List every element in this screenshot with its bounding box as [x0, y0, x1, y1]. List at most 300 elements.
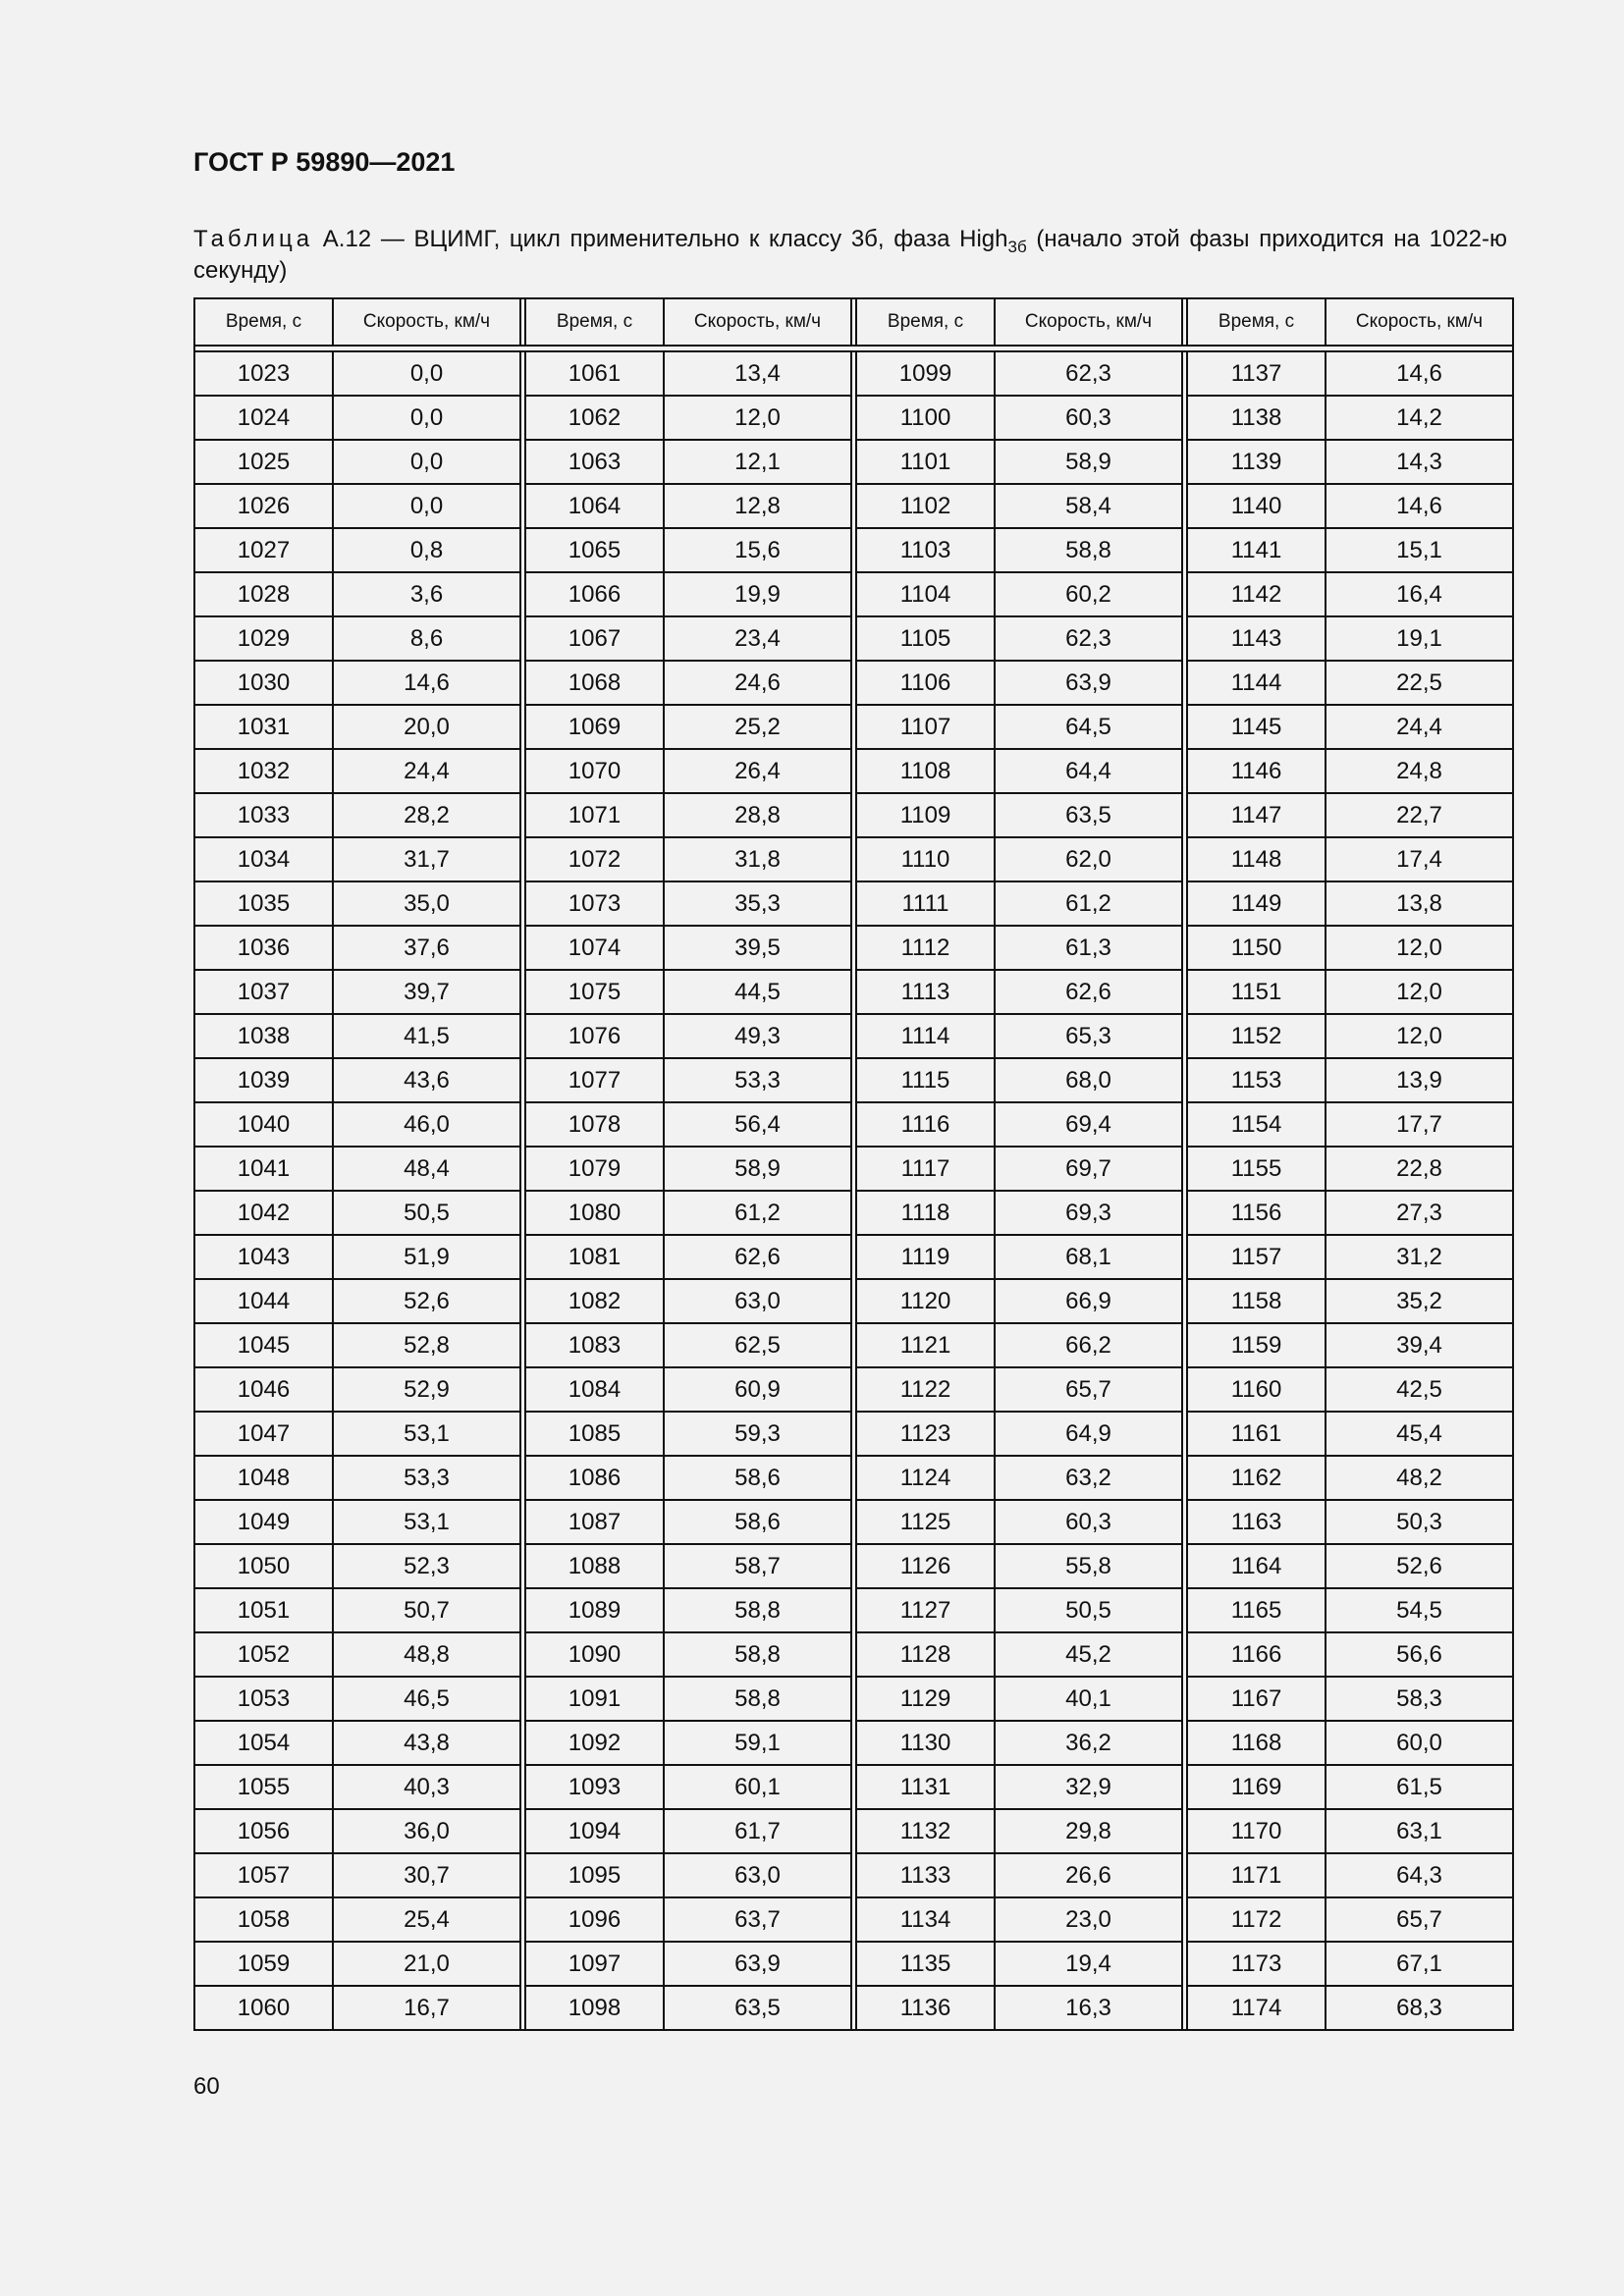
speed-cell: 56,4 — [664, 1102, 851, 1147]
speed-cell: 17,7 — [1326, 1102, 1513, 1147]
time-cell: 1117 — [856, 1147, 995, 1191]
time-cell: 1027 — [194, 528, 333, 572]
speed-cell: 55,8 — [995, 1544, 1182, 1588]
header-time: Время, с — [525, 298, 664, 346]
speed-cell: 12,0 — [1326, 970, 1513, 1014]
speed-cell: 61,3 — [995, 926, 1182, 970]
time-cell: 1171 — [1187, 1853, 1326, 1897]
speed-cell: 0,0 — [333, 396, 520, 440]
time-cell: 1055 — [194, 1765, 333, 1809]
time-cell: 1046 — [194, 1367, 333, 1412]
speed-cell: 13,9 — [1326, 1058, 1513, 1102]
time-cell: 1174 — [1187, 1986, 1326, 2030]
time-cell: 1102 — [856, 484, 995, 528]
time-cell: 1096 — [525, 1897, 664, 1942]
speed-cell: 45,2 — [995, 1632, 1182, 1677]
time-cell: 1072 — [525, 837, 664, 881]
speed-cell: 58,6 — [664, 1456, 851, 1500]
time-cell: 1106 — [856, 661, 995, 705]
time-cell: 1053 — [194, 1677, 333, 1721]
speed-cell: 12,0 — [1326, 1014, 1513, 1058]
speed-cell: 12,1 — [664, 440, 851, 484]
time-cell: 1070 — [525, 749, 664, 793]
speed-cell: 58,9 — [664, 1147, 851, 1191]
time-cell: 1035 — [194, 881, 333, 926]
speed-cell: 65,3 — [995, 1014, 1182, 1058]
time-cell: 1167 — [1187, 1677, 1326, 1721]
time-cell: 1153 — [1187, 1058, 1326, 1102]
speed-cell: 58,7 — [664, 1544, 851, 1588]
caption-label: Таблица — [193, 226, 314, 252]
speed-cell: 31,2 — [1326, 1235, 1513, 1279]
speed-cell: 64,5 — [995, 705, 1182, 749]
speed-cell: 13,8 — [1326, 881, 1513, 926]
speed-cell: 50,3 — [1326, 1500, 1513, 1544]
table-row — [194, 351, 1513, 396]
speed-cell: 68,1 — [995, 1235, 1182, 1279]
speed-cell: 48,8 — [333, 1632, 520, 1677]
speed-cell: 58,3 — [1326, 1677, 1513, 1721]
speed-cell: 67,1 — [1326, 1942, 1513, 1986]
speed-cell: 43,8 — [333, 1721, 520, 1765]
speed-cell: 52,8 — [333, 1323, 520, 1367]
table-row — [194, 1500, 1513, 1544]
speed-cell: 68,0 — [995, 1058, 1182, 1102]
speed-cell: 69,3 — [995, 1191, 1182, 1235]
speed-cell: 65,7 — [1326, 1897, 1513, 1942]
speed-cell: 64,4 — [995, 749, 1182, 793]
header-time: Время, с — [1187, 298, 1326, 346]
table-row — [194, 1721, 1513, 1765]
speed-cell: 65,7 — [995, 1367, 1182, 1412]
time-cell: 1116 — [856, 1102, 995, 1147]
speed-cell: 19,4 — [995, 1942, 1182, 1986]
time-cell: 1069 — [525, 705, 664, 749]
time-cell: 1149 — [1187, 881, 1326, 926]
speed-cell: 58,8 — [664, 1588, 851, 1632]
speed-cell: 59,3 — [664, 1412, 851, 1456]
speed-table — [193, 297, 1514, 2031]
time-cell: 1157 — [1187, 1235, 1326, 1279]
time-cell: 1048 — [194, 1456, 333, 1500]
speed-cell: 36,0 — [333, 1809, 520, 1853]
time-cell: 1142 — [1187, 572, 1326, 616]
time-cell: 1120 — [856, 1279, 995, 1323]
time-cell: 1034 — [194, 837, 333, 881]
speed-cell: 14,2 — [1326, 396, 1513, 440]
time-cell: 1091 — [525, 1677, 664, 1721]
speed-cell: 14,6 — [1326, 484, 1513, 528]
speed-cell: 24,4 — [1326, 705, 1513, 749]
speed-cell: 16,7 — [333, 1986, 520, 2030]
speed-cell: 24,8 — [1326, 749, 1513, 793]
speed-cell: 17,4 — [1326, 837, 1513, 881]
time-cell: 1111 — [856, 881, 995, 926]
time-cell: 1061 — [525, 351, 664, 396]
time-cell: 1135 — [856, 1942, 995, 1986]
table-row — [194, 1102, 1513, 1147]
speed-cell: 8,6 — [333, 616, 520, 661]
page-number: 60 — [193, 2073, 220, 2100]
time-cell: 1064 — [525, 484, 664, 528]
header-speed: Скорость, км/ч — [664, 298, 851, 346]
speed-cell: 58,9 — [995, 440, 1182, 484]
time-cell: 1085 — [525, 1412, 664, 1456]
time-cell: 1115 — [856, 1058, 995, 1102]
speed-cell: 31,7 — [333, 837, 520, 881]
time-cell: 1141 — [1187, 528, 1326, 572]
time-cell: 1059 — [194, 1942, 333, 1986]
time-cell: 1079 — [525, 1147, 664, 1191]
time-cell: 1036 — [194, 926, 333, 970]
table-row — [194, 484, 1513, 528]
time-cell: 1145 — [1187, 705, 1326, 749]
table-row — [194, 881, 1513, 926]
table-row — [194, 1897, 1513, 1942]
time-cell: 1062 — [525, 396, 664, 440]
speed-cell: 36,2 — [995, 1721, 1182, 1765]
time-cell: 1131 — [856, 1765, 995, 1809]
speed-cell: 45,4 — [1326, 1412, 1513, 1456]
time-cell: 1128 — [856, 1632, 995, 1677]
time-cell: 1163 — [1187, 1500, 1326, 1544]
speed-cell: 58,8 — [995, 528, 1182, 572]
speed-cell: 63,9 — [995, 661, 1182, 705]
time-cell: 1127 — [856, 1588, 995, 1632]
speed-cell: 19,1 — [1326, 616, 1513, 661]
time-cell: 1083 — [525, 1323, 664, 1367]
table-row — [194, 1544, 1513, 1588]
time-cell: 1173 — [1187, 1942, 1326, 1986]
time-cell: 1081 — [525, 1235, 664, 1279]
speed-cell: 63,0 — [664, 1853, 851, 1897]
time-cell: 1150 — [1187, 926, 1326, 970]
speed-cell: 15,1 — [1326, 528, 1513, 572]
time-cell: 1104 — [856, 572, 995, 616]
time-cell: 1110 — [856, 837, 995, 881]
time-cell: 1075 — [525, 970, 664, 1014]
speed-cell: 48,2 — [1326, 1456, 1513, 1500]
header-speed: Скорость, км/ч — [995, 298, 1182, 346]
table-row — [194, 1986, 1513, 2030]
table-row — [194, 1412, 1513, 1456]
speed-cell: 19,9 — [664, 572, 851, 616]
speed-cell: 39,4 — [1326, 1323, 1513, 1367]
caption-text: А.12 — ВЦИМГ, цикл применительно к классу 3б, фаза High — [313, 226, 1008, 252]
time-cell: 1133 — [856, 1853, 995, 1897]
table-row — [194, 1279, 1513, 1323]
speed-cell: 31,8 — [664, 837, 851, 881]
time-cell: 1066 — [525, 572, 664, 616]
time-cell: 1156 — [1187, 1191, 1326, 1235]
time-cell: 1058 — [194, 1897, 333, 1942]
caption-subscript: 3б — [1007, 238, 1027, 256]
time-cell: 1050 — [194, 1544, 333, 1588]
speed-cell: 42,5 — [1326, 1367, 1513, 1412]
time-cell: 1124 — [856, 1456, 995, 1500]
speed-cell: 16,3 — [995, 1986, 1182, 2030]
table-row — [194, 926, 1513, 970]
time-cell: 1054 — [194, 1721, 333, 1765]
time-cell: 1123 — [856, 1412, 995, 1456]
speed-cell: 63,7 — [664, 1897, 851, 1942]
speed-cell: 25,2 — [664, 705, 851, 749]
table-body — [194, 346, 1513, 2030]
time-cell: 1098 — [525, 1986, 664, 2030]
speed-cell: 58,8 — [664, 1632, 851, 1677]
caption-text-end: (начало этой фазы приходится на 1022-ю секунду) — [193, 226, 1508, 284]
time-cell: 1147 — [1187, 793, 1326, 837]
table-row — [194, 1632, 1513, 1677]
speed-cell: 62,6 — [664, 1235, 851, 1279]
speed-cell: 69,7 — [995, 1147, 1182, 1191]
time-cell: 1043 — [194, 1235, 333, 1279]
time-cell: 1097 — [525, 1942, 664, 1986]
table-row — [194, 1235, 1513, 1279]
speed-cell: 49,3 — [664, 1014, 851, 1058]
time-cell: 1161 — [1187, 1412, 1326, 1456]
time-cell: 1094 — [525, 1809, 664, 1853]
table-row — [194, 1014, 1513, 1058]
speed-cell: 44,5 — [664, 970, 851, 1014]
time-cell: 1026 — [194, 484, 333, 528]
speed-cell: 62,0 — [995, 837, 1182, 881]
speed-cell: 39,7 — [333, 970, 520, 1014]
table-row — [194, 1942, 1513, 1986]
table-row — [194, 970, 1513, 1014]
time-cell: 1160 — [1187, 1367, 1326, 1412]
time-cell: 1100 — [856, 396, 995, 440]
time-cell: 1112 — [856, 926, 995, 970]
header-speed: Скорость, км/ч — [1326, 298, 1513, 346]
speed-cell: 61,2 — [664, 1191, 851, 1235]
time-cell: 1057 — [194, 1853, 333, 1897]
time-cell: 1032 — [194, 749, 333, 793]
time-cell: 1099 — [856, 351, 995, 396]
speed-cell: 0,0 — [333, 440, 520, 484]
speed-cell: 63,5 — [995, 793, 1182, 837]
speed-cell: 50,5 — [333, 1191, 520, 1235]
table-row — [194, 616, 1513, 661]
time-cell: 1088 — [525, 1544, 664, 1588]
speed-cell: 12,0 — [1326, 926, 1513, 970]
table-row — [194, 749, 1513, 793]
time-cell: 1118 — [856, 1191, 995, 1235]
time-cell: 1084 — [525, 1367, 664, 1412]
speed-cell: 62,5 — [664, 1323, 851, 1367]
time-cell: 1144 — [1187, 661, 1326, 705]
table-row — [194, 440, 1513, 484]
speed-cell: 39,5 — [664, 926, 851, 970]
time-cell: 1039 — [194, 1058, 333, 1102]
speed-cell: 0,8 — [333, 528, 520, 572]
time-cell: 1082 — [525, 1279, 664, 1323]
speed-cell: 62,6 — [995, 970, 1182, 1014]
speed-cell: 20,0 — [333, 705, 520, 749]
document-id: ГОСТ Р 59890—2021 — [193, 147, 456, 177]
speed-cell: 27,3 — [1326, 1191, 1513, 1235]
time-cell: 1113 — [856, 970, 995, 1014]
table-row — [194, 1588, 1513, 1632]
speed-cell: 61,7 — [664, 1809, 851, 1853]
speed-cell: 35,0 — [333, 881, 520, 926]
table-row — [194, 396, 1513, 440]
speed-cell: 0,0 — [333, 351, 520, 396]
time-cell: 1164 — [1187, 1544, 1326, 1588]
speed-cell: 59,1 — [664, 1721, 851, 1765]
time-cell: 1028 — [194, 572, 333, 616]
time-cell: 1029 — [194, 616, 333, 661]
time-cell: 1158 — [1187, 1279, 1326, 1323]
table-caption — [193, 224, 1507, 287]
time-cell: 1139 — [1187, 440, 1326, 484]
time-cell: 1170 — [1187, 1809, 1326, 1853]
time-cell: 1168 — [1187, 1721, 1326, 1765]
time-cell: 1134 — [856, 1897, 995, 1942]
time-cell: 1030 — [194, 661, 333, 705]
speed-cell: 14,6 — [333, 661, 520, 705]
speed-cell: 68,3 — [1326, 1986, 1513, 2030]
time-cell: 1077 — [525, 1058, 664, 1102]
speed-cell: 60,1 — [664, 1765, 851, 1809]
time-cell: 1071 — [525, 793, 664, 837]
time-cell: 1101 — [856, 440, 995, 484]
speed-cell: 69,4 — [995, 1102, 1182, 1147]
speed-cell: 41,5 — [333, 1014, 520, 1058]
speed-cell: 14,3 — [1326, 440, 1513, 484]
speed-cell: 23,4 — [664, 616, 851, 661]
speed-cell: 52,3 — [333, 1544, 520, 1588]
speed-cell: 51,9 — [333, 1235, 520, 1279]
speed-cell: 52,6 — [1326, 1544, 1513, 1588]
time-cell: 1074 — [525, 926, 664, 970]
time-cell: 1056 — [194, 1809, 333, 1853]
table-row — [194, 661, 1513, 705]
speed-cell: 62,3 — [995, 351, 1182, 396]
speed-cell: 30,7 — [333, 1853, 520, 1897]
speed-cell: 13,4 — [664, 351, 851, 396]
speed-cell: 63,2 — [995, 1456, 1182, 1500]
time-cell: 1037 — [194, 970, 333, 1014]
table-row — [194, 1147, 1513, 1191]
speed-cell: 54,5 — [1326, 1588, 1513, 1632]
time-cell: 1042 — [194, 1191, 333, 1235]
speed-cell: 58,8 — [664, 1677, 851, 1721]
time-cell: 1136 — [856, 1986, 995, 2030]
table-row — [194, 572, 1513, 616]
time-cell: 1138 — [1187, 396, 1326, 440]
time-cell: 1122 — [856, 1367, 995, 1412]
header-time: Время, с — [194, 298, 333, 346]
speed-cell: 43,6 — [333, 1058, 520, 1102]
speed-cell: 56,6 — [1326, 1632, 1513, 1677]
table-row — [194, 1677, 1513, 1721]
time-cell: 1151 — [1187, 970, 1326, 1014]
speed-cell: 22,5 — [1326, 661, 1513, 705]
speed-cell: 3,6 — [333, 572, 520, 616]
time-cell: 1166 — [1187, 1632, 1326, 1677]
time-cell: 1148 — [1187, 837, 1326, 881]
speed-cell: 60,2 — [995, 572, 1182, 616]
time-cell: 1038 — [194, 1014, 333, 1058]
time-cell: 1152 — [1187, 1014, 1326, 1058]
speed-cell: 63,1 — [1326, 1809, 1513, 1853]
speed-cell: 62,3 — [995, 616, 1182, 661]
time-cell: 1154 — [1187, 1102, 1326, 1147]
speed-cell: 40,1 — [995, 1677, 1182, 1721]
time-cell: 1049 — [194, 1500, 333, 1544]
speed-cell: 22,8 — [1326, 1147, 1513, 1191]
speed-cell: 50,5 — [995, 1588, 1182, 1632]
speed-cell: 26,4 — [664, 749, 851, 793]
time-cell: 1045 — [194, 1323, 333, 1367]
speed-cell: 52,6 — [333, 1279, 520, 1323]
speed-cell: 25,4 — [333, 1897, 520, 1942]
speed-cell: 66,2 — [995, 1323, 1182, 1367]
speed-cell: 60,3 — [995, 1500, 1182, 1544]
time-cell: 1095 — [525, 1853, 664, 1897]
table-row — [194, 1853, 1513, 1897]
speed-cell: 61,5 — [1326, 1765, 1513, 1809]
time-cell: 1065 — [525, 528, 664, 572]
header-row — [194, 298, 1513, 346]
time-cell: 1107 — [856, 705, 995, 749]
table-row — [194, 1323, 1513, 1367]
speed-cell: 35,2 — [1326, 1279, 1513, 1323]
speed-cell: 61,2 — [995, 881, 1182, 926]
table-row — [194, 837, 1513, 881]
speed-cell: 66,9 — [995, 1279, 1182, 1323]
speed-cell: 53,1 — [333, 1500, 520, 1544]
speed-cell: 60,9 — [664, 1367, 851, 1412]
time-cell: 1052 — [194, 1632, 333, 1677]
time-cell: 1155 — [1187, 1147, 1326, 1191]
time-cell: 1165 — [1187, 1588, 1326, 1632]
speed-cell: 58,6 — [664, 1500, 851, 1544]
time-cell: 1093 — [525, 1765, 664, 1809]
speed-cell: 53,3 — [333, 1456, 520, 1500]
time-cell: 1143 — [1187, 616, 1326, 661]
time-cell: 1114 — [856, 1014, 995, 1058]
speed-cell: 24,6 — [664, 661, 851, 705]
table-row — [194, 1367, 1513, 1412]
speed-cell: 63,5 — [664, 1986, 851, 2030]
time-cell: 1044 — [194, 1279, 333, 1323]
table-row — [194, 1765, 1513, 1809]
speed-cell: 63,9 — [664, 1942, 851, 1986]
speed-cell: 14,6 — [1326, 351, 1513, 396]
time-cell: 1121 — [856, 1323, 995, 1367]
speed-cell: 23,0 — [995, 1897, 1182, 1942]
speed-cell: 64,9 — [995, 1412, 1182, 1456]
speed-cell: 58,4 — [995, 484, 1182, 528]
time-cell: 1090 — [525, 1632, 664, 1677]
time-cell: 1041 — [194, 1147, 333, 1191]
time-cell: 1105 — [856, 616, 995, 661]
table-row — [194, 528, 1513, 572]
time-cell: 1119 — [856, 1235, 995, 1279]
speed-cell: 12,8 — [664, 484, 851, 528]
time-cell: 1092 — [525, 1721, 664, 1765]
speed-cell: 12,0 — [664, 396, 851, 440]
speed-cell: 53,3 — [664, 1058, 851, 1102]
time-cell: 1089 — [525, 1588, 664, 1632]
time-cell: 1126 — [856, 1544, 995, 1588]
speed-cell: 21,0 — [333, 1942, 520, 1986]
speed-cell: 64,3 — [1326, 1853, 1513, 1897]
table-row — [194, 705, 1513, 749]
speed-cell: 26,6 — [995, 1853, 1182, 1897]
